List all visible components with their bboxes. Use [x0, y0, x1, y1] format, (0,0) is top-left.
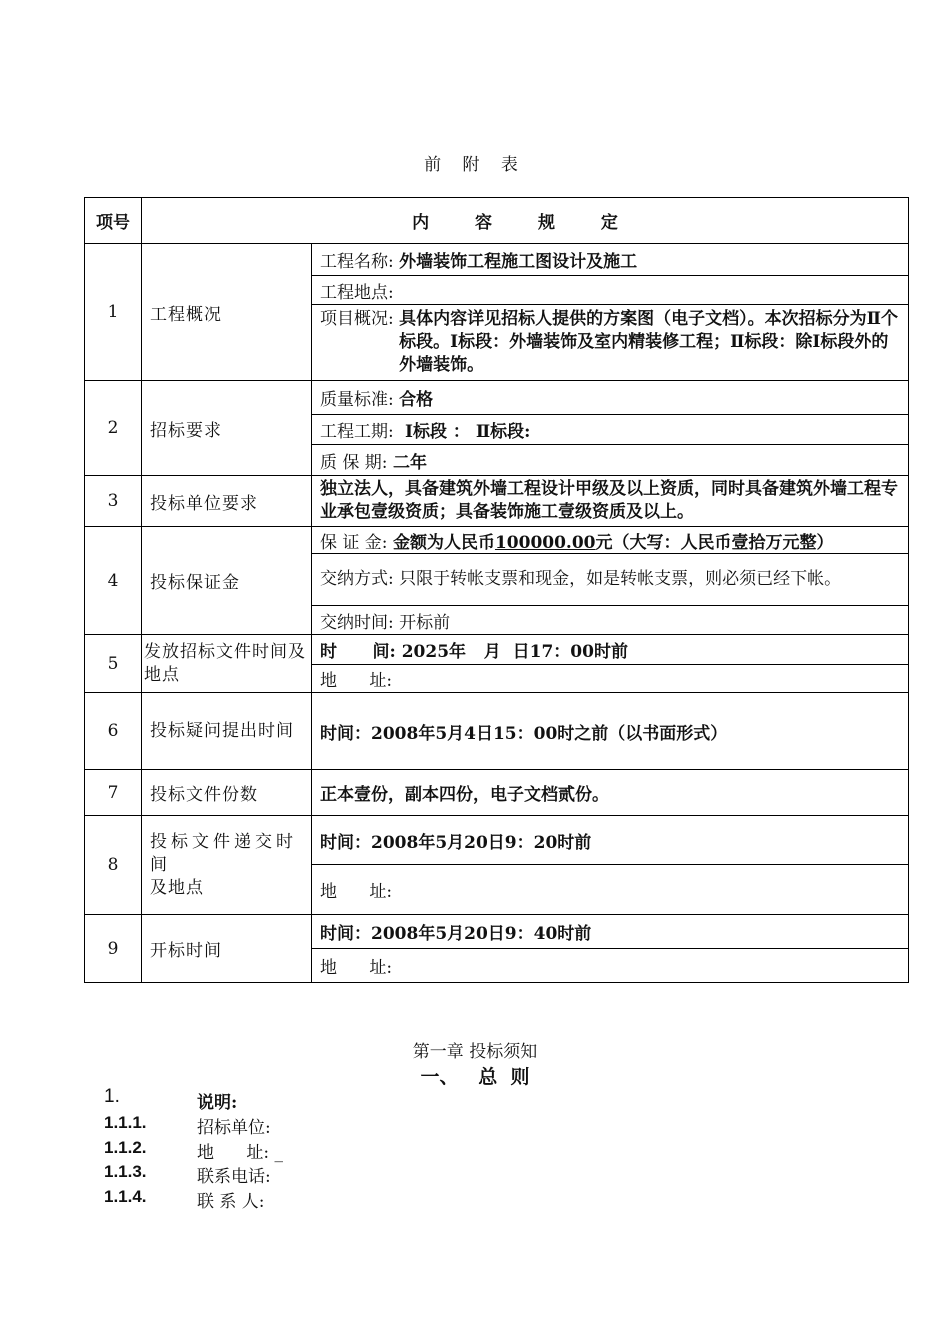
table-row [85, 527, 909, 554]
row-category [142, 816, 312, 915]
bid-summary-table [84, 197, 909, 983]
section-title: 一、 总 则 [420, 1066, 530, 1088]
submission-address-cell [312, 865, 909, 915]
field-label: 工程名称: [320, 252, 400, 272]
row-number: 5 [85, 635, 142, 693]
submission-time-cell: 时间：2008年5月20日9：20时前 [312, 816, 909, 865]
field-label: 交纳时间: [320, 612, 400, 633]
row-number: 1 [85, 244, 142, 381]
opening-time-cell: 时间：2008年5月20日9：40时前 [312, 915, 909, 949]
field-label: 质 保 期: [320, 452, 393, 473]
field-value: 2025年 月 日17：00时前 [401, 642, 628, 662]
field-value: 具体内容详见招标人提供的方案图（电子文档）。本次招标分为Ⅱ个标段。Ⅰ标段：外墙装饰及室内精装修工程；Ⅱ标段：除Ⅰ标段外的外墙装饰。 [399, 309, 898, 375]
table-row [85, 915, 909, 949]
header-num: 项号 [85, 198, 142, 244]
row-number: 3 [85, 476, 142, 527]
field-value: Ⅰ标段 ： Ⅱ标段: [399, 422, 531, 442]
outline-text: 地 址: _ [197, 1143, 284, 1163]
field-label: 交纳方式: [320, 569, 400, 589]
field-label: 地 址: [320, 882, 393, 902]
payment-method-cell [312, 554, 909, 606]
row-category: 发放招标文件时间及地点 [142, 635, 312, 693]
field-value: 只限于转帐支票和现金，如是转帐支票，则必须已经下帐。 [399, 569, 842, 589]
row-category: 开标时间 [142, 915, 312, 983]
project-site-cell [312, 276, 909, 305]
outline-number: 1.1.1. [104, 1113, 147, 1132]
row-category: 招标要求 [142, 381, 312, 476]
row-number: 8 [85, 816, 142, 915]
quality-cell [312, 381, 909, 415]
row-category: 工程概况 [142, 244, 312, 381]
issue-time-cell [312, 635, 909, 665]
row-number: 9 [85, 915, 142, 983]
field-value: 合格 [399, 390, 434, 410]
outline-text: 招标单位: [197, 1118, 271, 1138]
deposit-amount: 100000.00 [494, 532, 596, 553]
outline-number: 1. [104, 1086, 120, 1107]
warranty-cell [312, 445, 909, 476]
row-number: 6 [85, 693, 142, 770]
table-header-row [85, 198, 909, 244]
table-row [85, 693, 909, 770]
field-label: 项目概况: [320, 309, 400, 329]
bidder-requirement-cell: 独立法人，具备建筑外墙工程设计甲级及以上资质，同时具备建筑外墙工程专业承包壹级资质；具备装饰施工壹级资质及以上。 [312, 476, 909, 527]
header-content: 内 容 规 定 [142, 198, 909, 244]
outline-text: 联 系 人: [197, 1192, 265, 1212]
deposit-cell [312, 527, 909, 554]
table-row [85, 244, 909, 276]
opening-address-cell [312, 949, 909, 983]
copies-cell: 正本壹份，副本四份，电子文档贰份。 [312, 770, 909, 816]
field-label: 时 间: [320, 642, 402, 662]
table-row [85, 770, 909, 816]
outline-number: 1.1.2. [104, 1138, 147, 1157]
chapter-title: 第一章 投标须知 [412, 1042, 538, 1062]
row-category: 投标单位要求 [142, 476, 312, 527]
table-row [85, 476, 909, 527]
category-line: 及地点 [150, 877, 204, 898]
field-label: 地 址: [320, 671, 393, 691]
row-number: 7 [85, 770, 142, 816]
field-label: 工程地点: [320, 282, 394, 303]
outline-number: 1.1.4. [104, 1187, 147, 1206]
row-category: 投标文件份数 [142, 770, 312, 816]
field-label: 工程工期: [320, 422, 400, 442]
table-row [85, 381, 909, 415]
issue-address-cell [312, 665, 909, 693]
outline-text: 联系电话: [197, 1167, 271, 1187]
field-value: 外墙装饰工程施工图设计及施工 [399, 252, 638, 272]
deposit-suffix: 元（大写：人民币壹拾万元整） [595, 532, 834, 553]
outline-number: 1.1.3. [104, 1162, 147, 1181]
row-number: 4 [85, 527, 142, 635]
field-label: 质量标准: [320, 390, 400, 410]
field-value: 开标前 [399, 612, 451, 633]
field-label: 保 证 金: [320, 532, 393, 553]
table-row [85, 816, 909, 865]
payment-time-cell [312, 606, 909, 635]
row-category: 投标疑问提出时间 [142, 693, 312, 770]
project-name-cell [312, 244, 909, 276]
category-line: 投标文件递交时间 [150, 831, 297, 875]
table-row [85, 635, 909, 665]
row-number: 2 [85, 381, 142, 476]
deposit-prefix: 金额为人民币 [392, 532, 495, 553]
document-title: 前 附 表 [424, 155, 526, 175]
query-deadline-cell: 时间：2008年5月4日15：00时之前（以书面形式） [312, 693, 909, 770]
outline-text: 说明: [197, 1093, 238, 1113]
field-label: 地 址: [320, 958, 393, 978]
row-category: 投标保证金 [142, 527, 312, 635]
project-overview-cell [312, 305, 909, 381]
period-cell [312, 415, 909, 445]
field-value: 二年 [392, 452, 427, 473]
